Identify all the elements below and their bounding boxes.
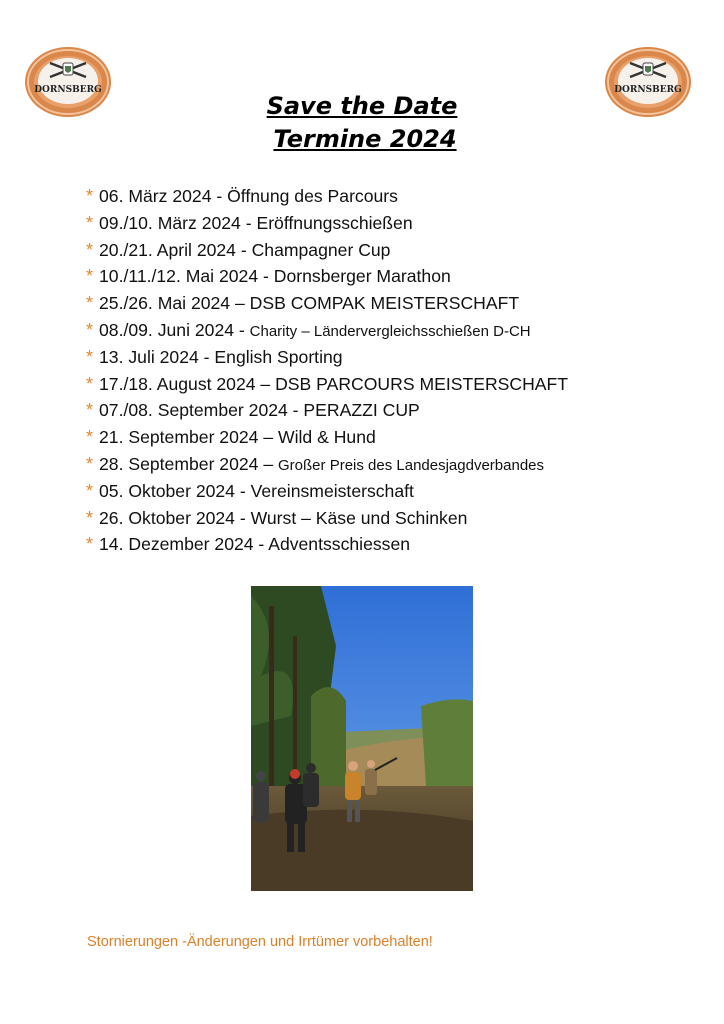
event-item (86, 317, 706, 344)
event-detail: Charity – Ländervergleichsschießen D-CH (249, 322, 531, 340)
event-text: 17./18. August 2024 – DSB PARCOURS MEISTERSCHAFT (99, 373, 569, 394)
disclaimer-note: Stornierungen -Änderungen und Irrtümer vorbehalten! (87, 934, 433, 950)
photo-image (251, 586, 473, 891)
bullet-asterisk-icon: * (86, 480, 94, 501)
event-item (86, 371, 706, 398)
page-subtitle: Termine 2024 (273, 125, 457, 153)
event-item (86, 263, 706, 290)
event-item (86, 397, 706, 424)
event-text: 14. Dezember 2024 - Adventsschiessen (99, 534, 411, 555)
event-text: 06. März 2024 - Öffnung des Parcours (99, 186, 398, 206)
bullet-asterisk-icon: * (86, 427, 94, 448)
bullet-asterisk-icon: * (86, 507, 94, 528)
shooting-range-photo (251, 586, 473, 891)
event-item (86, 505, 706, 532)
event-text: 21. September 2024 – Wild & Hund (99, 427, 376, 448)
event-text: 13. Juli 2024 - English Sporting (99, 346, 343, 367)
event-text: 09./10. März 2024 - Eröffnungsschießen (99, 212, 413, 233)
svg-text:DORNSBERG: DORNSBERG (614, 85, 682, 95)
event-text: 10./11./12. Mai 2024 - Dornsberger Marathon (99, 266, 451, 287)
event-item (86, 424, 706, 451)
event-item (86, 290, 706, 317)
bullet-asterisk-icon: * (86, 319, 94, 340)
event-text: 20./21. April 2024 - Champagner Cup (99, 239, 391, 260)
event-text: 07./08. September 2024 - PERAZZI CUP (99, 400, 420, 421)
event-list (86, 183, 706, 558)
event-text: 05. Oktober 2024 - Vereinsmeisterschaft (99, 480, 414, 501)
event-text: 25./26. Mai 2024 – DSB COMPAK MEISTERSCHAFT (99, 293, 520, 314)
bullet-asterisk-icon: * (86, 346, 94, 367)
event-detail: Großer Preis des Landesjagdverbandes (278, 456, 545, 474)
bullet-asterisk-icon: * (86, 266, 94, 287)
event-item (86, 344, 706, 371)
event-item (86, 210, 706, 237)
event-item (86, 451, 706, 478)
event-text: 28. September 2024 – (99, 453, 279, 474)
event-text: 08./09. Juni 2024 - (99, 319, 250, 340)
title-block (0, 90, 724, 156)
bullet-asterisk-icon: * (86, 373, 94, 394)
svg-text:DORNSBERG: DORNSBERG (34, 85, 102, 95)
event-item (86, 237, 706, 264)
event-item (86, 183, 706, 210)
bullet-asterisk-icon: * (86, 534, 94, 555)
bullet-asterisk-icon: * (86, 453, 94, 474)
bullet-asterisk-icon: * (86, 239, 94, 260)
event-text: 26. Oktober 2024 - Wurst – Käse und Schinken (99, 507, 468, 528)
page-title: Save the Date (266, 92, 458, 120)
bullet-asterisk-icon: * (86, 400, 94, 421)
bullet-asterisk-icon: * (86, 293, 94, 314)
bullet-asterisk-icon: * (86, 186, 94, 206)
event-item (86, 478, 706, 505)
event-item (86, 531, 706, 558)
bullet-asterisk-icon: * (86, 212, 94, 233)
